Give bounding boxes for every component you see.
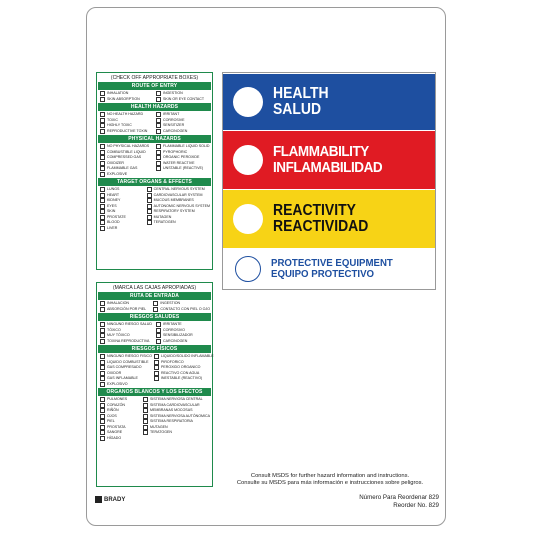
checklist-sections	[97, 82, 212, 232]
checkbox-icon[interactable]	[156, 322, 161, 327]
checkbox-icon[interactable]	[147, 209, 152, 214]
checkbox-item[interactable]	[100, 339, 154, 345]
checkbox-list	[97, 321, 212, 345]
checkbox-icon[interactable]	[154, 365, 159, 370]
spanish-checklist-panel	[96, 282, 213, 487]
english-checklist-panel	[96, 72, 213, 270]
reorder-info	[300, 494, 439, 510]
checkbox-icon[interactable]	[156, 161, 161, 166]
checkbox-label: FLAMMABLE LIQUID SOLID	[163, 144, 210, 148]
checkbox-icon[interactable]	[100, 414, 105, 419]
checkbox-icon[interactable]	[100, 198, 105, 203]
checkbox-label: TÓXICO	[107, 327, 121, 332]
checkbox-icon[interactable]	[156, 118, 161, 123]
checkbox-icon[interactable]	[100, 403, 105, 408]
checkbox-label: FLAMMABLE GAS	[107, 166, 138, 170]
checkbox-icon[interactable]	[156, 333, 161, 338]
checkbox-icon[interactable]	[100, 360, 105, 365]
checkbox-icon[interactable]	[100, 307, 105, 312]
checkbox-icon[interactable]	[100, 333, 105, 338]
checkbox-item[interactable]	[153, 307, 210, 313]
checkbox-icon[interactable]	[156, 328, 161, 333]
checkbox-label: EXPLOSIVE	[107, 171, 128, 176]
reactivity-rating-circle[interactable]	[233, 204, 263, 234]
checkbox-label: COMBUSTIBLE LIQUID	[107, 149, 146, 154]
checkbox-item[interactable]	[100, 172, 154, 178]
checkbox-label: SISTEMA CARDIOVASCULAR	[149, 402, 200, 407]
checkbox-label: ABSORCIÓN POR PIEL	[107, 306, 147, 311]
checkbox-label: CARCINOGEN	[163, 128, 188, 133]
checkbox-icon[interactable]	[153, 307, 158, 312]
msds-note	[222, 473, 438, 487]
checkbox-item[interactable]	[156, 97, 210, 103]
flammability-band	[223, 131, 435, 189]
checkbox-label: AUTONOMIC NERVOUS SYSTEM	[153, 203, 210, 208]
checkbox-list	[97, 90, 212, 103]
msds-note-en: Consult MSDS for further hazard information and instructions.	[250, 473, 410, 479]
checkbox-item[interactable]	[156, 166, 210, 172]
checkbox-item[interactable]	[100, 307, 151, 313]
checkbox-icon[interactable]	[143, 414, 148, 419]
checkbox-label: PYROPHORIC	[163, 149, 188, 154]
checkbox-item[interactable]	[154, 376, 214, 382]
checkbox-icon[interactable]	[100, 97, 105, 102]
checkbox-label: BLOOD	[107, 220, 120, 224]
checkbox-icon[interactable]	[100, 166, 105, 171]
checkbox-label: REPRODUCTIVE TOXIN	[107, 128, 148, 133]
brand-name: BRADY	[104, 496, 126, 503]
checkbox-icon[interactable]	[100, 376, 105, 381]
checkbox-label: LIQUIDO COMBUSTIBLE	[107, 359, 149, 364]
checkbox-item[interactable]	[147, 220, 210, 226]
msds-note-es: Consulte su MSDS para más información e instrucciones sobre peligros.	[236, 480, 424, 486]
checkbox-label: CORROSIVE	[163, 117, 185, 122]
section-heading: TARGET ORGANS & EFFECTS	[98, 178, 211, 186]
checkbox-label: UNSTABLE (REACTIVE)	[163, 166, 204, 170]
checkbox-label: REACTIVO CON AGUA	[160, 370, 200, 375]
checkbox-label: PIROFORICO	[160, 359, 184, 364]
checkbox-icon[interactable]	[100, 187, 105, 192]
checkbox-label: SENSIBILIZADOR	[163, 333, 193, 337]
checkbox-label: TOXINA REPRODUCTIVA	[107, 338, 150, 343]
checkbox-label: PIEL	[107, 419, 115, 423]
checkbox-label: NO HEALTH HAZARD	[107, 112, 144, 116]
flammability-label-es: INFLAMABILIDAD	[273, 159, 383, 176]
checkbox-icon[interactable]	[143, 430, 148, 435]
checkbox-icon[interactable]	[156, 97, 161, 102]
checkbox-label: SKIN	[107, 209, 116, 213]
checkbox-label: EYES	[107, 203, 117, 208]
section-heading: HEALTH HAZARDS	[98, 103, 211, 111]
checkbox-label: CONTACTO CON PIEL O OJO	[160, 306, 210, 311]
checkbox-label: LUNGS	[107, 187, 120, 191]
checkbox-list	[97, 143, 212, 178]
checkbox-icon[interactable]	[143, 408, 148, 413]
checkbox-icon[interactable]	[143, 403, 148, 408]
checkbox-icon[interactable]	[143, 397, 148, 402]
checkbox-label: LIVER	[107, 225, 118, 230]
checkbox-label: MUY TÓXICO	[107, 333, 130, 337]
brand-logo	[95, 496, 125, 503]
checkbox-label: SENSITIZER	[163, 123, 185, 127]
checkbox-item[interactable]	[100, 97, 154, 103]
brady-logo-icon	[95, 496, 102, 503]
checkbox-label: CENTRAL NERVOUS SYSTEM	[153, 187, 205, 191]
checkbox-label: CARDIOVASCULAR SYSTEM	[153, 192, 203, 197]
checkbox-icon[interactable]	[156, 112, 161, 117]
checkbox-label: ORGANIC PEROXIDE	[163, 155, 200, 159]
checkbox-label: EXPLOSIVO	[107, 381, 128, 386]
checkbox-label: OXIDIZER	[107, 160, 124, 165]
flammability-rating-circle[interactable]	[233, 145, 263, 175]
ppe-label-en: PROTECTIVE EQUIPMENT	[271, 256, 393, 269]
checkbox-label: INHALATION	[107, 91, 129, 95]
checkbox-label: RIÑÓN	[107, 408, 119, 412]
checkbox-label: OXIDOR	[107, 370, 122, 375]
checkbox-label: LIQUIDO/SOLIDO INFLAMABLE	[160, 354, 214, 358]
checkbox-label: SISTEMA RESPIRATORIA	[149, 419, 193, 423]
checkbox-icon[interactable]	[100, 382, 105, 387]
checkbox-label: GAS INFLAMABLE	[107, 376, 138, 380]
checkbox-icon[interactable]	[100, 161, 105, 166]
checkbox-label: INGESTION	[163, 91, 183, 95]
checkbox-icon[interactable]	[147, 220, 152, 225]
health-label-es: SALUD	[273, 101, 322, 118]
checkbox-label: MUTAGEN	[149, 424, 168, 429]
checkbox-label: KIDNEY	[107, 198, 121, 202]
checkbox-label: NINGUNO RIESGO FISICO	[107, 354, 152, 358]
checkbox-icon[interactable]	[100, 301, 105, 306]
checkbox-icon[interactable]	[154, 360, 159, 365]
checkbox-icon[interactable]	[147, 193, 152, 198]
checkbox-icon[interactable]	[156, 155, 161, 160]
checkbox-icon[interactable]	[100, 129, 105, 134]
health-rating-circle[interactable]	[233, 87, 263, 117]
checkbox-icon[interactable]	[100, 430, 105, 435]
health-label-en: HEALTH	[273, 84, 329, 102]
checkbox-icon[interactable]	[143, 425, 148, 430]
ppe-label-es: EQUIPO PROTECTIVO	[271, 268, 375, 280]
checkbox-label: RESPIRATORY SYSTEM	[153, 209, 195, 213]
checkbox-item[interactable]	[100, 436, 141, 442]
checkbox-icon[interactable]	[100, 436, 105, 441]
checkbox-label: INGESTION	[160, 301, 181, 305]
checkbox-icon[interactable]	[147, 198, 152, 203]
checkbox-item[interactable]	[100, 382, 152, 388]
checkbox-icon[interactable]	[100, 322, 105, 327]
checkbox-label: WATER REACTIVE	[163, 160, 195, 165]
checkbox-icon[interactable]	[100, 123, 105, 128]
health-band	[223, 74, 435, 130]
checkbox-icon[interactable]	[154, 354, 159, 359]
checkbox-icon[interactable]	[156, 150, 161, 155]
section-heading: RIESGOS SALUDES	[98, 313, 211, 321]
section-heading: RUTA DE ENTRADA	[98, 292, 211, 300]
checkbox-label: HIGHLY TOXIC	[107, 123, 132, 127]
checkbox-icon[interactable]	[153, 301, 158, 306]
checkbox-icon[interactable]	[100, 354, 105, 359]
checkbox-item[interactable]	[100, 129, 154, 135]
checkbox-icon[interactable]	[100, 425, 105, 430]
flammability-label	[273, 144, 382, 176]
checkbox-icon[interactable]	[156, 91, 161, 96]
checkbox-list	[97, 111, 212, 135]
checkbox-icon[interactable]	[100, 419, 105, 424]
reactivity-label	[273, 203, 368, 236]
checkbox-icon[interactable]	[156, 123, 161, 128]
reorder-en: Reorder No. 829	[393, 502, 439, 509]
checkbox-icon[interactable]	[100, 209, 105, 214]
checkbox-label: MUTAGEN	[153, 214, 172, 219]
checklist-title: (MARCA LAS CAJAS APROPIADAS)	[112, 285, 197, 291]
checkbox-list	[97, 353, 212, 388]
checkbox-label: SKIN OR EYE CONTACT	[163, 96, 205, 101]
checkbox-label: SKIN ABSORPTION	[107, 96, 140, 101]
checkbox-label: PROSTATE	[107, 214, 126, 219]
checkbox-icon[interactable]	[156, 339, 161, 344]
checkbox-label: SISTEMA NERVIOSA CENTRAL	[149, 397, 203, 401]
checkbox-label: INESTABLE (REACTIVO)	[160, 376, 203, 380]
checkbox-label: TERATOGEN	[153, 220, 176, 224]
checklist-title: (CHECK OFF APPROPRIATE BOXES)	[110, 75, 199, 81]
ppe-band	[223, 249, 435, 289]
reactivity-label-en: REACTIVITY	[273, 201, 356, 219]
checkbox-item[interactable]	[156, 129, 210, 135]
checkbox-icon[interactable]	[100, 204, 105, 209]
checkbox-icon[interactable]	[100, 91, 105, 96]
checkbox-list	[97, 396, 212, 442]
checkbox-icon[interactable]	[147, 204, 152, 209]
section-heading: ROUTE OF ENTRY	[98, 82, 211, 90]
flammability-label-en: FLAMMABILITY	[273, 143, 369, 161]
checkbox-icon[interactable]	[100, 118, 105, 123]
checkbox-label: COMPRESSED GAS	[107, 155, 142, 159]
checkbox-icon[interactable]	[100, 112, 105, 117]
checkbox-label: NINGUNO RIESGO SALUD	[107, 322, 152, 326]
checkbox-icon[interactable]	[154, 376, 159, 381]
reactivity-label-es: REACTIVIDAD	[273, 218, 369, 235]
reactivity-band	[223, 190, 435, 248]
checkbox-label: TERATOGEN	[149, 430, 172, 434]
checkbox-label: INHALACION	[107, 301, 129, 305]
checkbox-label: PULMONES	[107, 397, 128, 401]
checkbox-icon[interactable]	[100, 172, 105, 177]
section-heading: ORGANOS BLANCOS Y LOS EFECTOS	[98, 388, 211, 396]
checkbox-label: IRRITANTE	[163, 322, 182, 326]
checkbox-label: SISTEMA NERVIOSA AUTÓNOMICA	[149, 413, 210, 418]
checkbox-icon[interactable]	[100, 144, 105, 149]
checkbox-icon[interactable]	[147, 215, 152, 220]
checkbox-label: OJOS	[107, 413, 117, 418]
checkbox-item[interactable]	[156, 339, 210, 345]
checkbox-label: CARCINOGEN	[163, 338, 188, 343]
checkbox-label: SANGRE	[107, 430, 123, 434]
checkbox-icon[interactable]	[143, 419, 148, 424]
checkbox-label: PROSTATA	[107, 424, 126, 429]
checkbox-label: IRRITANT	[163, 112, 180, 116]
checkbox-label: GAS COMPRESADO	[107, 365, 142, 369]
checkbox-label: NO PHYSICAL HAZARDS	[107, 144, 150, 148]
checkbox-icon[interactable]	[100, 193, 105, 198]
checkbox-label: CORAZÓN	[107, 402, 125, 407]
checkbox-list	[97, 300, 212, 313]
checkbox-icon[interactable]	[100, 408, 105, 413]
checkbox-icon[interactable]	[100, 155, 105, 160]
checkbox-icon[interactable]	[147, 187, 152, 192]
checkbox-icon[interactable]	[100, 371, 105, 376]
health-label	[273, 86, 329, 119]
ppe-rating-circle[interactable]	[235, 256, 261, 282]
checkbox-icon[interactable]	[154, 371, 159, 376]
hazard-rating-block	[222, 72, 436, 290]
checkbox-item[interactable]	[100, 226, 145, 232]
checkbox-item[interactable]	[143, 430, 210, 436]
checkbox-label: TOXIC	[107, 117, 118, 122]
checkbox-label: MEMBRANAS MOCOSAS	[149, 408, 193, 412]
checkbox-label: HEART	[107, 192, 120, 197]
section-heading: PHYSICAL HAZARDS	[98, 135, 211, 143]
checkbox-icon[interactable]	[156, 144, 161, 149]
checkbox-icon[interactable]	[100, 339, 105, 344]
section-heading: RIESGOS FÍSICOS	[98, 345, 211, 353]
checkbox-icon[interactable]	[100, 328, 105, 333]
checkbox-label: MUCOUS MEMBRANES	[153, 198, 194, 202]
checkbox-label: PEROXIDO ORGANICO	[160, 365, 201, 369]
checkbox-icon[interactable]	[100, 226, 105, 231]
checkbox-icon[interactable]	[100, 150, 105, 155]
checkbox-icon[interactable]	[156, 166, 161, 171]
checkbox-label: HÍGADO	[107, 435, 122, 440]
checkbox-icon[interactable]	[100, 220, 105, 225]
checkbox-icon[interactable]	[156, 129, 161, 134]
checkbox-icon[interactable]	[100, 397, 105, 402]
reorder-es: Número Para Reordenar 829	[359, 494, 439, 501]
checkbox-icon[interactable]	[100, 215, 105, 220]
checkbox-label: CORROSIVO	[163, 327, 185, 332]
ppe-label	[271, 258, 393, 280]
checkbox-list	[97, 186, 212, 232]
checkbox-icon[interactable]	[100, 365, 105, 370]
checklist-sections	[97, 292, 212, 442]
